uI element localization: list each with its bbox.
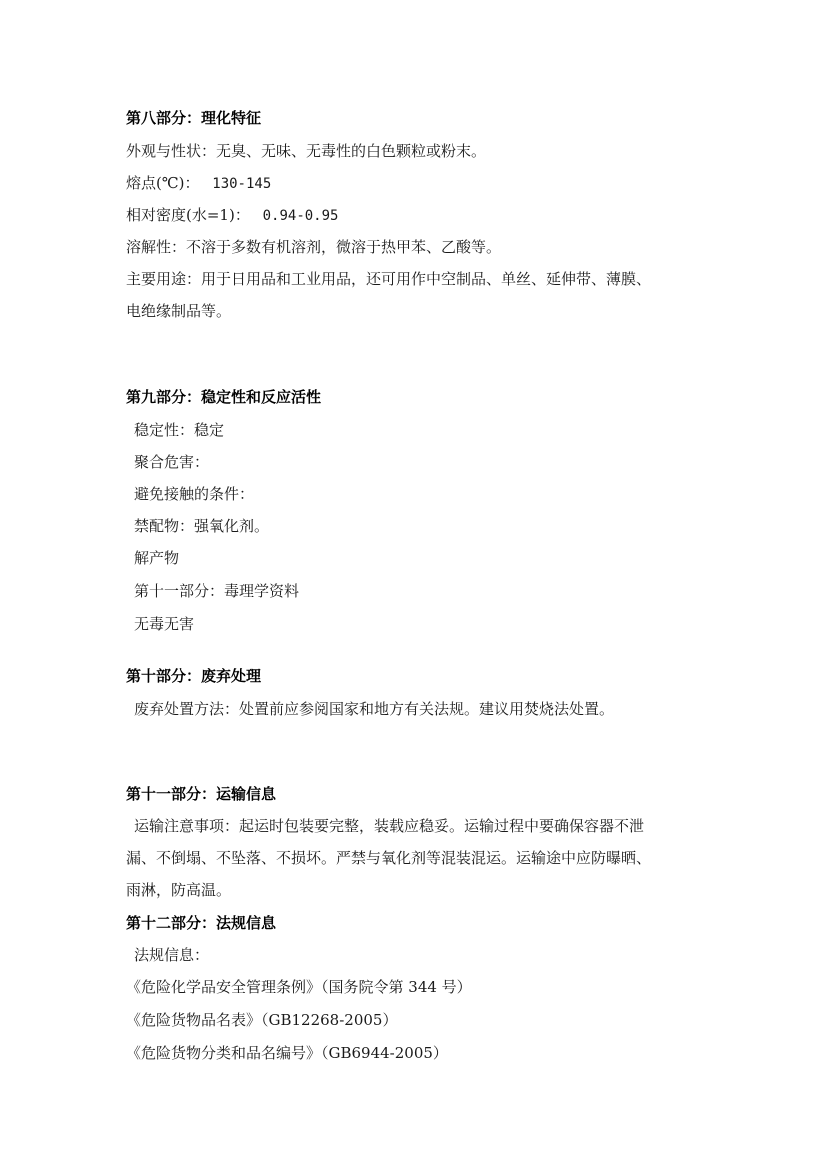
- section9-tox-title: 第十一部分：毒理学资料: [134, 582, 300, 600]
- section9-title: 第九部分：稳定性和反应活性: [126, 388, 322, 406]
- section10-method: 废弃处置方法：处置前应参阅国家和地方有关法规。建议用焚烧法处置。: [134, 700, 615, 718]
- section9-polymerization: 聚合危害：: [134, 453, 210, 471]
- section8-title: 第八部分：理化特征: [126, 109, 262, 127]
- section12-title: 第十二部分：法规信息: [126, 914, 277, 932]
- section12-label: 法规信息：: [134, 946, 210, 964]
- section8-usage-line1: 主要用途：用于日用品和工业用品，还可用作中空制品、单丝、延伸带、薄膜、: [126, 270, 652, 288]
- section11-line3: 雨淋，防高温。: [126, 881, 232, 899]
- section8-density: [126, 205, 338, 226]
- section9-stability: 稳定性：稳定: [134, 421, 225, 439]
- section12-reg3: 《危险货物分类和品名编号》（GB6944-2005）: [126, 1044, 448, 1062]
- section8-solubility: 溶解性：不溶于多数有机溶剂，微溶于热甲苯、乙酸等。: [126, 238, 502, 256]
- section11-title: 第十一部分：运输信息: [126, 785, 277, 803]
- section9-avoid: 避免接触的条件：: [134, 485, 255, 503]
- density-label: 相对密度(水=1)：: [126, 206, 250, 224]
- section8-melting: [126, 173, 271, 194]
- section8-appearance: 外观与性状：无臭、无味、无毒性的白色颗粒或粉末。: [126, 142, 487, 160]
- section12-reg1: 《危险化学品安全管理条例》（国务院令第 344 号）: [126, 978, 472, 996]
- section9-decomposition: 解产物: [134, 549, 180, 567]
- section11-line2: 漏、不倒塌、不坠落、不损坏。严禁与氧化剂等混装混运。运输途中应防曝晒、: [126, 849, 652, 867]
- section11-line1: 运输注意事项：起运时包装要完整，装载应稳妥。运输过程中要确保容器不泄: [134, 817, 645, 835]
- section9-incompatible: 禁配物：强氧化剂。: [134, 517, 270, 535]
- melting-label: 熔点(℃)：: [126, 174, 200, 192]
- density-value: 0.94-0.95: [262, 208, 339, 224]
- section10-title: 第十部分：废弃处理: [126, 667, 262, 685]
- section9-tox-text: 无毒无害: [134, 615, 195, 633]
- section12-reg2: 《危险货物品名表》（GB12268-2005）: [126, 1011, 398, 1029]
- section8-usage-line2: 电绝缘制品等。: [126, 302, 232, 320]
- melting-value: 130-145: [212, 176, 272, 192]
